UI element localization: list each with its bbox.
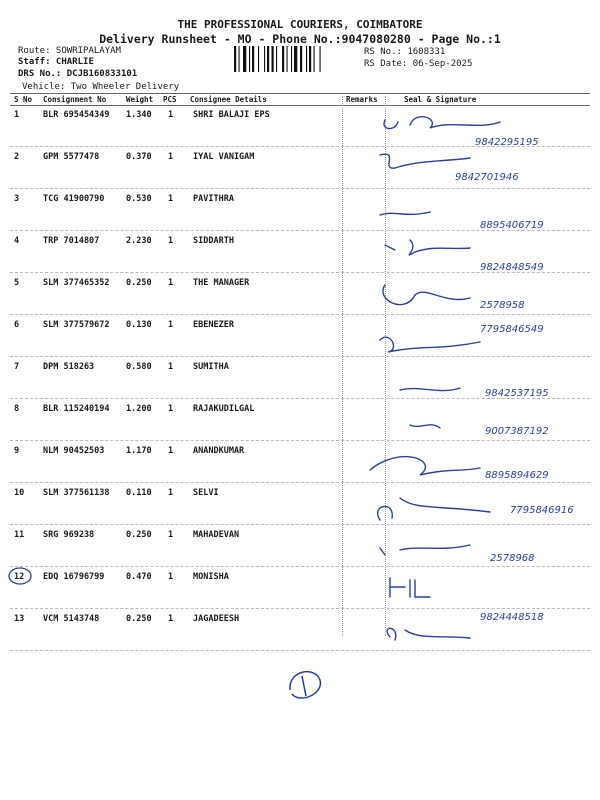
page-scribble-mark <box>280 660 340 710</box>
handwritten-signature <box>384 117 500 129</box>
barcode-bar <box>282 46 284 72</box>
handwritten-phone-number: 9824448518 <box>480 612 544 623</box>
cell-weight: 0.530 <box>126 194 152 204</box>
barcode-bar <box>309 46 311 72</box>
handwritten-signature <box>378 498 490 520</box>
cell-pcs: 1 <box>168 614 174 624</box>
cell-consignee: SUMITHA <box>193 362 229 372</box>
cell-sno: 6 <box>14 320 20 330</box>
cell-consignee: JAGADEESH <box>193 614 240 624</box>
handwritten-signature <box>380 212 430 215</box>
handwritten-phone-number: 9842701946 <box>455 172 519 183</box>
barcode-bar <box>272 46 274 72</box>
cell-weight: 1.200 <box>126 404 152 414</box>
cell-sno: 4 <box>14 236 20 246</box>
handwritten-phone-number: 8895894629 <box>485 470 549 481</box>
col-sno: S No <box>14 95 33 104</box>
cell-weight: 0.250 <box>126 278 152 288</box>
handwritten-signature <box>390 578 430 597</box>
cell-consignment: GPM 5577478 <box>43 152 100 162</box>
col-weight: Weight <box>126 95 154 104</box>
handwritten-phone-number: 9842295195 <box>475 137 539 148</box>
cell-sno: 8 <box>14 404 20 414</box>
cell-sno: 13 <box>14 614 25 624</box>
col-pcs: PCS <box>163 95 177 104</box>
cell-sno: 9 <box>14 446 20 456</box>
cell-pcs: 1 <box>168 404 174 414</box>
handwritten-phone-number: 9824848549 <box>480 262 544 273</box>
barcode-bar <box>243 46 246 72</box>
barcode-bar <box>306 46 307 72</box>
rs-date: RS Date: 06-Sep-2025 <box>364 59 473 69</box>
cell-pcs: 1 <box>168 488 174 498</box>
cell-weight: 0.470 <box>126 572 152 582</box>
cell-sno: 5 <box>14 278 20 288</box>
cell-consignee: RAJAKUDILGAL <box>193 404 255 414</box>
barcode-bar <box>320 46 321 72</box>
rs-number: RS No.: 1608331 <box>364 47 446 57</box>
cell-consignment: VCM 5143748 <box>43 614 100 624</box>
cell-weight: 0.580 <box>126 362 152 372</box>
handwritten-phone-number: 7795846549 <box>480 324 544 335</box>
cell-weight: 0.110 <box>126 488 152 498</box>
barcode-bar <box>249 46 250 72</box>
handwritten-signature <box>370 457 480 475</box>
handwritten-signature <box>387 628 470 640</box>
cell-sno: 2 <box>14 152 20 162</box>
cell-consignee: ANANDKUMAR <box>193 446 245 456</box>
barcode-bar <box>276 46 277 72</box>
header-top-rule <box>10 93 590 94</box>
handwritten-signature <box>383 285 470 305</box>
handwritten-signature <box>410 425 440 428</box>
cell-weight: 0.250 <box>126 530 152 540</box>
cell-sno: 10 <box>14 488 25 498</box>
col-consignment: Consignment No <box>43 95 107 104</box>
barcode-bar <box>252 46 254 72</box>
handwritten-signature <box>380 337 480 352</box>
handwritten-phone-number: 2578958 <box>480 300 525 311</box>
cell-consignee: SELVI <box>193 488 219 498</box>
cell-consignee: PAVITHRA <box>193 194 234 204</box>
cell-pcs: 1 <box>168 362 174 372</box>
cell-pcs: 1 <box>168 152 174 162</box>
handwritten-signature <box>400 388 460 391</box>
cell-consignee: MAHADEVAN <box>193 530 240 540</box>
barcode-bar <box>267 46 269 72</box>
staff-text: Staff: CHARLIE <box>18 57 94 67</box>
barcode-bar <box>239 46 240 72</box>
barcode-bar <box>258 46 259 72</box>
cell-pcs: 1 <box>168 572 174 582</box>
cell-consignment: EDQ 16796799 <box>43 572 105 582</box>
handwritten-phone-number: 9007387192 <box>485 426 549 437</box>
row12-circle-mark <box>0 560 60 600</box>
cell-weight: 1.340 <box>126 110 152 120</box>
route-text: Route: SOWRIPALAYAM <box>18 46 121 56</box>
handwritten-signature <box>380 154 470 168</box>
cell-pcs: 1 <box>168 110 174 120</box>
cell-sno: 12 <box>14 572 25 582</box>
cell-pcs: 1 <box>168 320 174 330</box>
barcode-bar <box>264 46 265 72</box>
cell-consignee: SIDDARTH <box>193 236 234 246</box>
cell-weight: 1.170 <box>126 446 152 456</box>
col-seal-signature: Seal & Signature <box>404 95 477 104</box>
cell-consignee: SHRI BALAJI EPS <box>193 110 270 120</box>
handwritten-phone-number: 8895406719 <box>480 220 544 231</box>
barcode-bar <box>234 46 236 72</box>
cell-consignment: SRG 969238 <box>43 530 95 540</box>
barcode-bar <box>294 46 297 72</box>
cell-sno: 3 <box>14 194 20 204</box>
cell-sno: 1 <box>14 110 20 120</box>
cell-weight: 0.250 <box>126 614 152 624</box>
handwritten-signature <box>380 545 470 555</box>
barcode-bar <box>314 46 315 72</box>
col-consignee: Consignee Details <box>190 95 267 104</box>
cell-consignment: SLM 377579672 <box>43 320 110 330</box>
signature-area <box>360 100 600 660</box>
rs-info <box>364 46 472 70</box>
cell-consignment: BLR 115240194 <box>43 404 110 414</box>
col-remarks: Remarks <box>346 95 378 104</box>
cell-pcs: 1 <box>168 530 174 540</box>
cell-consignment: NLM 90452503 <box>43 446 105 456</box>
cell-pcs: 1 <box>168 446 174 456</box>
cell-consignment: TRP 7014807 <box>43 236 100 246</box>
cell-consignment: TCG 41900790 <box>43 194 105 204</box>
barcode-bar <box>291 46 292 72</box>
company-title: THE PROFESSIONAL COURIERS, COIMBATORE <box>177 18 423 31</box>
cell-consignee: THE MANAGER <box>193 278 250 288</box>
handwritten-signature <box>385 240 470 255</box>
cell-weight: 0.370 <box>126 152 152 162</box>
cell-consignment: SLM 377561138 <box>43 488 110 498</box>
cell-weight: 2.230 <box>126 236 152 246</box>
cell-consignment: BLR 695454349 <box>43 110 110 120</box>
cell-pcs: 1 <box>168 278 174 288</box>
runsheet-subtitle: Delivery Runsheet - MO - Phone No.:9047080280 - Page No.:1 <box>99 32 501 46</box>
cell-weight: 0.130 <box>126 320 152 330</box>
handwritten-phone-number: 7795846916 <box>510 505 574 516</box>
cell-pcs: 1 <box>168 194 174 204</box>
barcode-bar <box>300 46 302 72</box>
handwritten-phone-number: 2578968 <box>490 553 535 564</box>
cell-sno: 7 <box>14 362 20 372</box>
cell-consignment: DPM 518263 <box>43 362 95 372</box>
drs-number: DRS No.: DCJB160833101 <box>18 69 138 79</box>
cell-consignee: IYAL VANIGAM <box>193 152 255 162</box>
cell-sno: 11 <box>14 530 25 540</box>
cell-consignee: MONISHA <box>193 572 229 582</box>
barcode-bar <box>287 46 288 72</box>
handwritten-phone-number: 9842537195 <box>485 388 549 399</box>
cell-pcs: 1 <box>168 236 174 246</box>
cell-consignment: SLM 377465352 <box>43 278 110 288</box>
barcode-image <box>232 44 362 74</box>
vehicle-text: Vehicle: Two Wheeler Delivery <box>22 82 180 92</box>
cell-consignee: EBENEZER <box>193 320 234 330</box>
